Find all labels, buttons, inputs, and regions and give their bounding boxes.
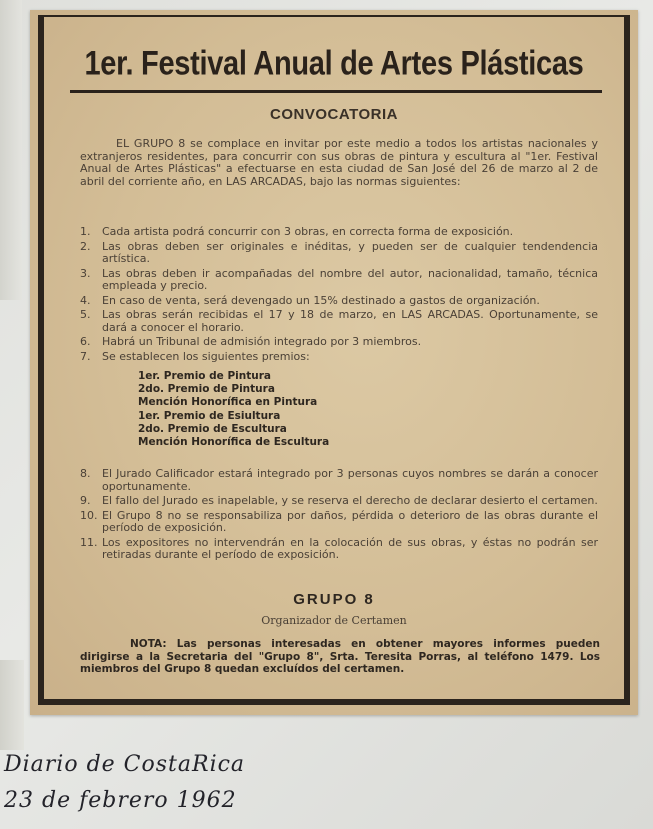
rule-number: 4.: [80, 293, 91, 307]
convocatoria-heading: CONVOCATORIA: [270, 106, 398, 123]
prizes-list: [138, 370, 329, 449]
prize-item: 1er. Premio de Esiultura: [138, 409, 281, 422]
rule-item: [80, 268, 598, 293]
rule-text: Las obras serán recibidas el 17 y 18 de marzo, en LAS ARCADAS. Oportunamente, se dará a conocer el horario.: [102, 308, 598, 334]
rule-item: [80, 295, 598, 308]
handwritten-date: 23 de febrero 1962: [4, 788, 237, 813]
rules-list: [80, 226, 598, 365]
rule-item: [80, 537, 598, 562]
prize-item: Mención Honorífica en Pintura: [138, 396, 318, 409]
prize-item: 2do. Premio de Pintura: [138, 383, 275, 396]
rule-text: El Grupo 8 no se responsabiliza por daños, pérdida o deterioro de las obras durante el período de exposición.: [102, 508, 598, 534]
rule-text: Se establecen los siguientes premios:: [102, 349, 310, 363]
rules-list-continued: [80, 468, 598, 564]
title-rule: [70, 90, 602, 93]
rule-number: 3.: [80, 266, 91, 280]
rule-number: 6.: [80, 335, 91, 348]
handwritten-source: Diario de CostaRica: [4, 752, 246, 777]
rule-text: Las obras deben ir acompañadas del nombre del autor, nacionalidad, tamaño, técnica empleada y precio.: [102, 266, 598, 292]
signature-role: Organizador de Certamen: [261, 614, 407, 627]
prize-item: 1er. Premio de Pintura: [138, 370, 271, 382]
rule-text: Cada artista podrá concurrir con 3 obras, en correcta forma de exposición.: [102, 225, 514, 238]
rule-number: 11.: [80, 535, 98, 549]
rule-item: [80, 336, 598, 349]
nota-paragraph: NOTA: Las personas interesadas en obtener mayores informes pueden dirigirse a la Secretaria del "Grupo 8", Srta. Teresita Porras, al teléfono 1479. Los miembros del Grupo 8 quedan excluídos del certamen.: [80, 638, 600, 675]
prize-item: 2do. Premio de Escultura: [138, 422, 287, 435]
tape-strip: [0, 660, 24, 750]
rule-item: [80, 495, 598, 508]
rule-number: 5.: [80, 308, 91, 321]
rule-number: 1.: [80, 225, 91, 238]
rule-number: 2.: [80, 239, 91, 253]
clipping-border-rule: [38, 701, 630, 703]
tape-strip: [0, 0, 22, 300]
rule-text: Los expositores no intervendrán en la colocación de sus obras, y éstas no podrán ser retiradas durante el período de exposición.: [102, 535, 598, 561]
rule-text: Habrá un Tribunal de admisión integrado por 3 miembros.: [102, 335, 422, 348]
rule-item: [80, 226, 598, 239]
rule-text: En caso de venta, será devengado un 15% destinado a gastos de organización.: [102, 293, 540, 307]
newspaper-clipping: [30, 10, 638, 715]
rule-number: 7.: [80, 349, 91, 363]
rule-number: 8.: [80, 467, 91, 480]
rule-text: El Jurado Calificador estará integrado por 3 personas cuyos nombres se darán a conocer oportunamente.: [102, 467, 598, 493]
prize-item: Mención Honorífica de Escultura: [138, 436, 330, 449]
rule-text: El fallo del Jurado es inapelable, y se reserva el derecho de declarar desierto el certamen.: [102, 494, 598, 507]
rule-item: [80, 510, 598, 535]
intro-paragraph: EL GRUPO 8 se complace en invitar por este medio a todos los artistas nacionales y extranjeros residentes, para concurrir con sus obras de pintura y escultura al "1er. Festival Anual de Artes Plásticas" a efectuarse en esta ciudad de San José del 26 de marzo al 2 de abril del corriente año, en LAS ARCADAS, bajo las normas siguientes:: [80, 137, 598, 188]
rule-item: [80, 351, 598, 364]
signature-organization: GRUPO 8: [293, 591, 375, 608]
rule-number: 10.: [80, 508, 98, 522]
rule-item: [80, 309, 598, 334]
rule-text: Las obras deben ser originales e inéditas, y pueden ser de cualquier tendendencia artística.: [102, 239, 598, 265]
rule-item: [80, 468, 598, 493]
rule-number: 9.: [80, 494, 91, 507]
rule-item: [80, 241, 598, 266]
festival-title: 1er. Festival Anual de Artes Plásticas: [84, 45, 584, 83]
